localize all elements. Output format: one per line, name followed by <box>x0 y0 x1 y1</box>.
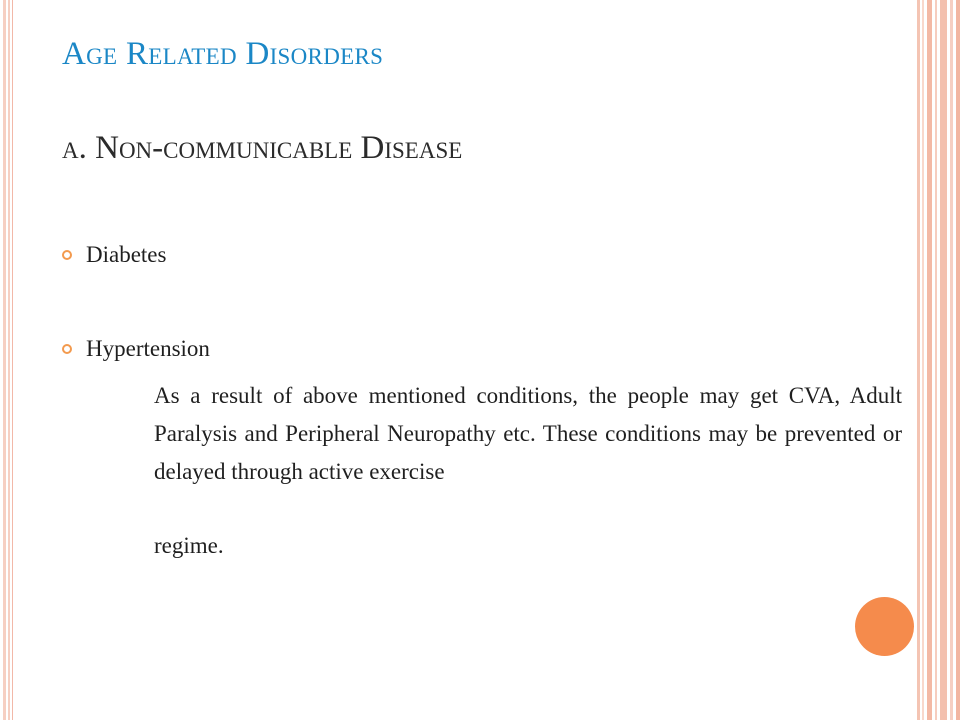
slide-subtitle: a. Non-communicable Disease <box>62 130 463 166</box>
slide-title: Age Related Disorders <box>62 36 384 72</box>
bullet-label: Hypertension <box>86 336 210 361</box>
left-border-stripe <box>8 0 10 720</box>
bullet-item-diabetes <box>62 242 166 268</box>
right-deco-bar <box>935 0 937 720</box>
right-deco-bar <box>940 0 947 720</box>
right-decoration <box>917 0 960 720</box>
left-border <box>0 0 13 720</box>
right-deco-bar <box>922 0 924 720</box>
right-deco-bar <box>950 0 953 720</box>
body-paragraph-tail: regime. <box>154 533 224 558</box>
right-deco-bar <box>956 0 960 720</box>
hollow-circle-icon <box>62 250 72 260</box>
right-deco-bar <box>917 0 920 720</box>
left-border-stripe <box>3 0 6 720</box>
bullet-item-hypertension <box>62 336 210 362</box>
orange-dot-icon <box>855 597 914 656</box>
right-deco-bar <box>927 0 932 720</box>
body-paragraph: As a result of above mentioned conditions, the people may get CVA, Adult Paralysis and Peripheral Neuropathy etc. These conditions may be prevented or delayed through active exercise <box>154 383 902 484</box>
hollow-circle-icon <box>62 344 72 354</box>
bullet-label: Diabetes <box>86 242 167 267</box>
